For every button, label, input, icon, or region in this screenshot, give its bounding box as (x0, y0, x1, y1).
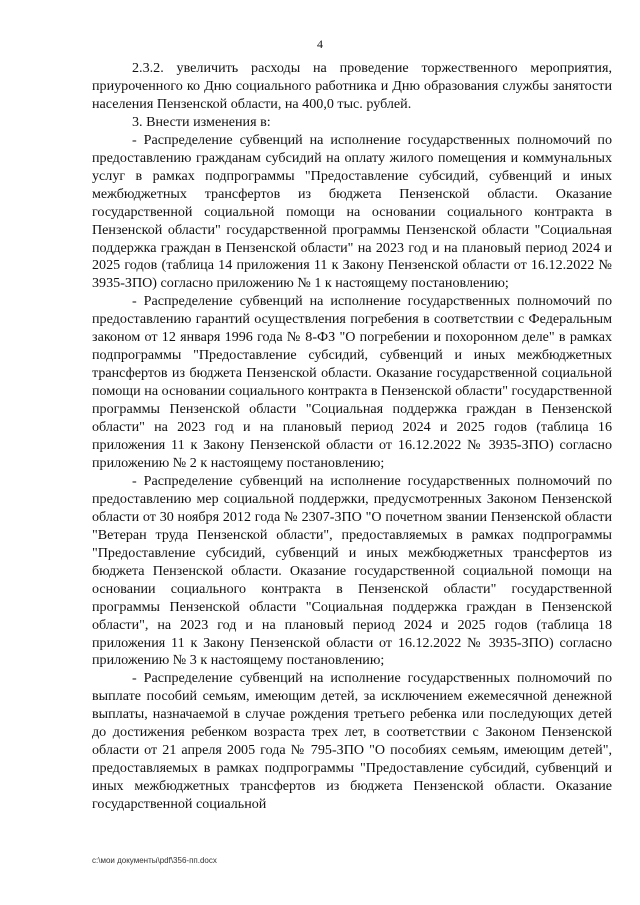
paragraph-appendix-3: - Распределение субвенций на исполнение государственных полномочий по предоставлению мер социальной поддержки, предусмотренных Законом Пензенской области от 30 ноября 2012 года № 2307-ЗПО "О почетном звании Пензенской области "Ветеран труда Пензенской области", предоставляемых в рамках подпрограммы "Предоставление субсидий, субвенций и иных межбюджетных трансфертов из бюджета Пензенской области. Оказание государственной социальной помощи на основании социального контракта в Пензенской области" государственной программы Пензенской области "Социальная поддержка граждан в Пензенской области", на 2023 год и на плановый период 2024 и 2025 годов (таблица 18 приложения 11 к Закону Пензенской области от 16.12.2022 № 3935-ЗПО) согласно приложению № 3 к настоящему постановлению; (92, 472, 612, 669)
paragraph-appendix-2: - Распределение субвенций на исполнение государственных полномочий по предоставлению гарантий осуществления погребения в соответствии с Федеральным законом от 12 января 1996 года № 8-ФЗ "О погребении и похоронном деле" в рамках подпрограммы "Предоставление субсидий, субвенций и иных межбюджетных трансфертов из бюджета Пензенской области. Оказание государственной социальной помощи на основании социального контракта в Пензенской области" государственной программы Пензенской области "Социальная поддержка граждан в Пензенской области" на 2023 год и на плановый период 2024 и 2025 годов (таблица 16 приложения 11 к Закону Пензенской области от 16.12.2022 № 3935-ЗПО) согласно приложению № 2 к настоящему постановлению; (92, 293, 612, 471)
document-body (92, 60, 612, 814)
paragraph-family-benefits: - Распределение субвенций на исполнение государственных полномочий по выплате пособий семьям, имеющим детей, за исключением ежемесячной денежной выплаты, назначаемой в случае рождения третьего ребенка или последующих детей до достижения ребенком возраста трех лет, в соответствии с Законом Пензенской области от 21 апреля 2005 года № 795-ЗПО "О пособиях семьям, имеющим детей", предоставляемых в рамках подпрограммы "Предоставление субсидий, субвенций и иных межбюджетных трансфертов из бюджета Пензенской области. Оказание государственной социальной (92, 670, 612, 813)
page-number: 4 (317, 37, 323, 51)
paragraph-section-3-heading: 3. Внести изменения в: (132, 113, 271, 130)
paragraph-2-3-2: 2.3.2. увеличить расходы на проведение торжественного мероприятия, приуроченного ко Дню социального работника и Дню образования службы занятости населения Пензенской области, на 400,0 тыс. рублей. (92, 60, 612, 112)
paragraph-appendix-1: - Распределение субвенций на исполнение государственных полномочий по предоставлению гражданам субсидий на оплату жилого помещения и коммунальных услуг в рамках подпрограммы "Предоставление субсидий, субвенций и иных межбюджетных трансфертов из бюджета Пензенской области. Оказание государственной социальной помощи на основании социального контракта в Пензенской области" государственной программы Пензенской области "Социальная поддержка граждан в Пензенской области" на 2023 год и на плановый период 2024 и 2025 годов (таблица 14 приложения 11 к Закону Пензенской области от 16.12.2022 № 3935-ЗПО) согласно приложению № 1 к настоящему постановлению; (92, 131, 612, 292)
footer-file-path: c:\мои документы\pdf\356-пп.docx (92, 856, 217, 865)
